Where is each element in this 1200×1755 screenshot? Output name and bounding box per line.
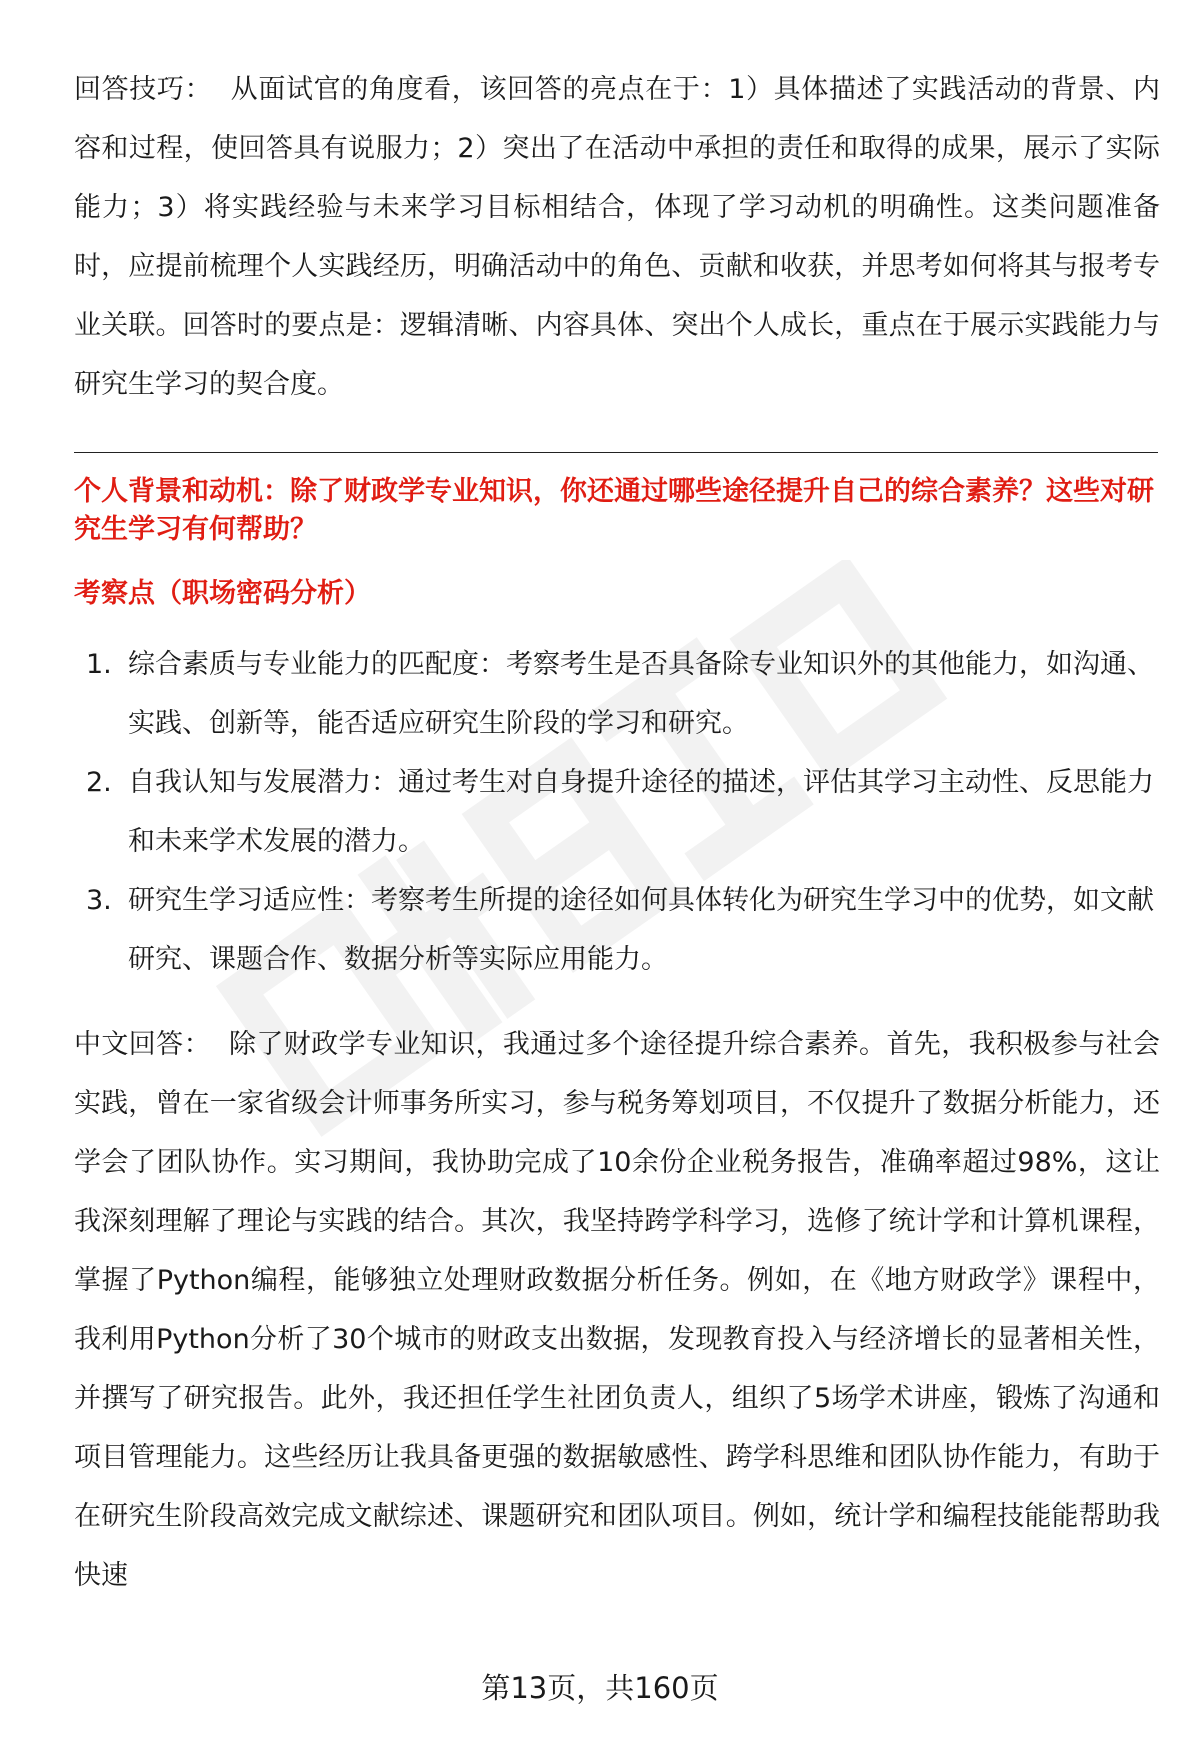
answer-tips-label: 回答技巧： [74, 74, 213, 105]
answer-tips-text: 从面试官的角度看，该回答的亮点在于：1）具体描述了实践活动的背景、内容和过程，使回答具有说服力；2）突出了在活动中承担的责任和取得的成果，展示了实际能力；3）将实践经验与未来学习目标相结合，体现了学习动机的明确性。这类问题准备时，应提前梳理个人实践经历，明确活动中的角色、贡献和收获，并思考如何将其与报考专业关联。回答时的要点是：逻辑清晰、内容具体、突出个人成长，重点在于展示实践能力与研究生学习的契合度。 [74, 74, 1161, 400]
list-item-number: 1. [86, 649, 112, 680]
chinese-answer-paragraph [74, 1015, 1160, 1605]
list-item-text: 自我认知与发展潜力：通过考生对自身提升途径的描述，评估其学习主动性、反思能力和未来学术发展的潜力。 [128, 767, 1154, 857]
list-item [74, 635, 1160, 753]
chinese-answer-text: 除了财政学专业知识，我通过多个途径提升综合素养。首先，我积极参与社会实践，曾在一家省级会计师事务所实习，参与税务筹划项目，不仅提升了数据分析能力，还学会了团队协作。实习期间，我协助完成了10余份企业税务报告，准确率超过98%，这让我深刻理解了理论与实践的结合。其次，我坚持跨学科学习，选修了统计学和计算机课程，掌握了Python编程，能够独立处理财政数据分析任务。例如，在《地方财政学》课程中，我利用Python分析了30个城市的财政支出数据，发现教育投入与经济增长的显著相关性，并撰写了研究报告。此外，我还担任学生社团负责人，组织了5场学术讲座，锻炼了沟通和项目管理能力。这些经历让我具备更强的数据敏感性、跨学科思维和团队协作能力，有助于在研究生阶段高效完成文献综述、课题研究和团队项目。例如，统计学和编程技能能帮助我快速 [74, 1029, 1161, 1591]
list-item-text: 综合素质与专业能力的匹配度：考察考生是否具备除专业知识外的其他能力，如沟通、实践、创新等，能否适应研究生阶段的学习和研究。 [128, 649, 1154, 739]
list-item-text: 研究生学习适应性：考察考生所提的途径如何具体转化为研究生学习中的优势，如文献研究、课题合作、数据分析等实际应用能力。 [128, 885, 1154, 975]
assessment-title: 考察点（职场密码分析） [74, 578, 371, 609]
list-item [74, 871, 1160, 989]
assessment-list [74, 635, 1160, 989]
interview-question: 个人背景和动机：除了财政学专业知识，你还通过哪些途径提升自己的综合素养？这些对研究生学习有何帮助？ [74, 476, 1154, 545]
list-item-number: 2. [86, 767, 112, 798]
chinese-answer-label: 中文回答： [74, 1029, 211, 1060]
list-item [74, 753, 1160, 871]
page-number: 第13页，共160页 [481, 1671, 719, 1705]
list-item-number: 3. [86, 885, 112, 916]
section-divider [74, 452, 1158, 453]
answer-tips-paragraph [74, 60, 1160, 414]
document-page [74, 60, 1160, 1605]
